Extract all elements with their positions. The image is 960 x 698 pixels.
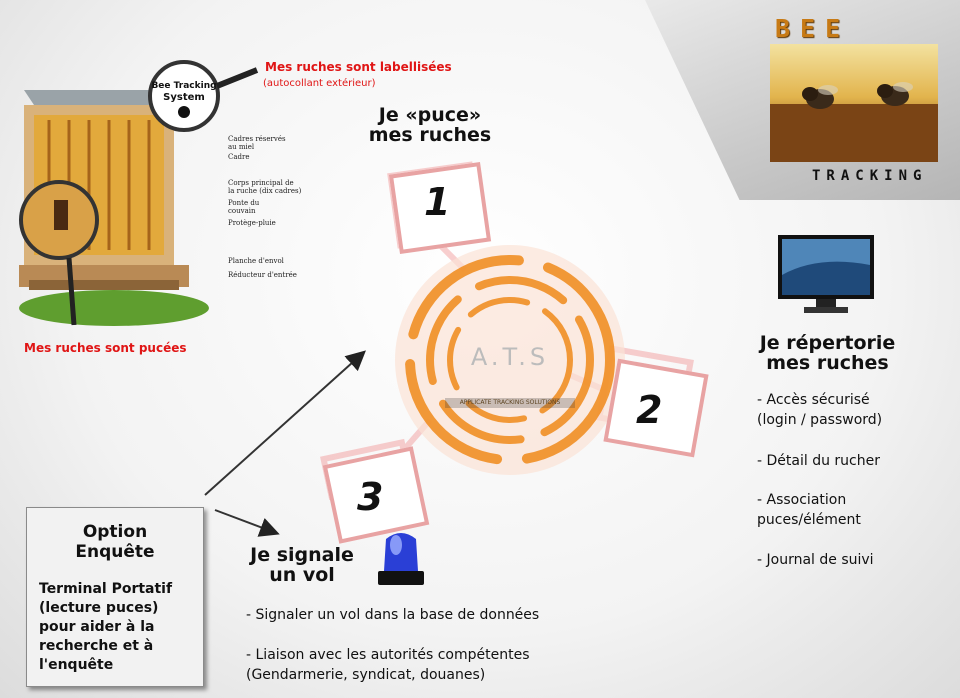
label-labelled: Mes ruches sont labellisées xyxy=(265,60,452,74)
option-box xyxy=(26,507,204,687)
brand-tracking: TRACKING xyxy=(812,168,928,184)
list-item: - Journal de suivi xyxy=(757,552,874,568)
svg-text:Bee Tracking: Bee Tracking xyxy=(151,81,217,91)
svg-text:System: System xyxy=(163,92,205,103)
ats-text: A.T.S xyxy=(470,343,550,371)
siren-icon xyxy=(372,527,430,587)
step2-number: 2 xyxy=(636,388,663,432)
option-text: Terminal Portatif (lecture puces) pour aider à la recherche et à l'enquête xyxy=(39,581,173,673)
list-item: puces/élément xyxy=(757,512,861,528)
step3-number: 3 xyxy=(357,475,384,519)
label-chipped: Mes ruches sont pucées xyxy=(24,341,187,355)
list-item: - Détail du rucher xyxy=(757,453,880,469)
step3-title: Je signale un vol xyxy=(250,544,354,586)
label-labelled-sub: (autocollant extérieur) xyxy=(263,78,376,89)
step3-list xyxy=(246,605,666,685)
step1-number: 1 xyxy=(424,180,451,224)
list-item: (login / password) xyxy=(757,412,883,428)
list-item: - Liaison avec les autorités compétentes xyxy=(246,647,530,663)
tv-icon xyxy=(778,235,874,315)
arrow-to-step3 xyxy=(215,510,276,533)
list-item: (Gendarmerie, syndicat, douanes) xyxy=(246,667,486,683)
list-item: - Signaler un vol dans la base de données xyxy=(246,607,540,623)
list-item: - Accès sécurisé xyxy=(757,392,870,408)
step2-list xyxy=(757,390,952,570)
arrow-to-step1 xyxy=(205,353,363,495)
step2-title: Je répertorie mes ruches xyxy=(759,332,896,374)
ats-subtext: APPLICATE TRACKING SOLUTIONS xyxy=(459,399,561,406)
step1-title: Je «puce» mes ruches xyxy=(368,104,492,146)
list-item: - Association xyxy=(757,492,847,508)
brand-bee: BEE xyxy=(775,14,851,43)
option-title: Option Enquête xyxy=(75,522,155,562)
